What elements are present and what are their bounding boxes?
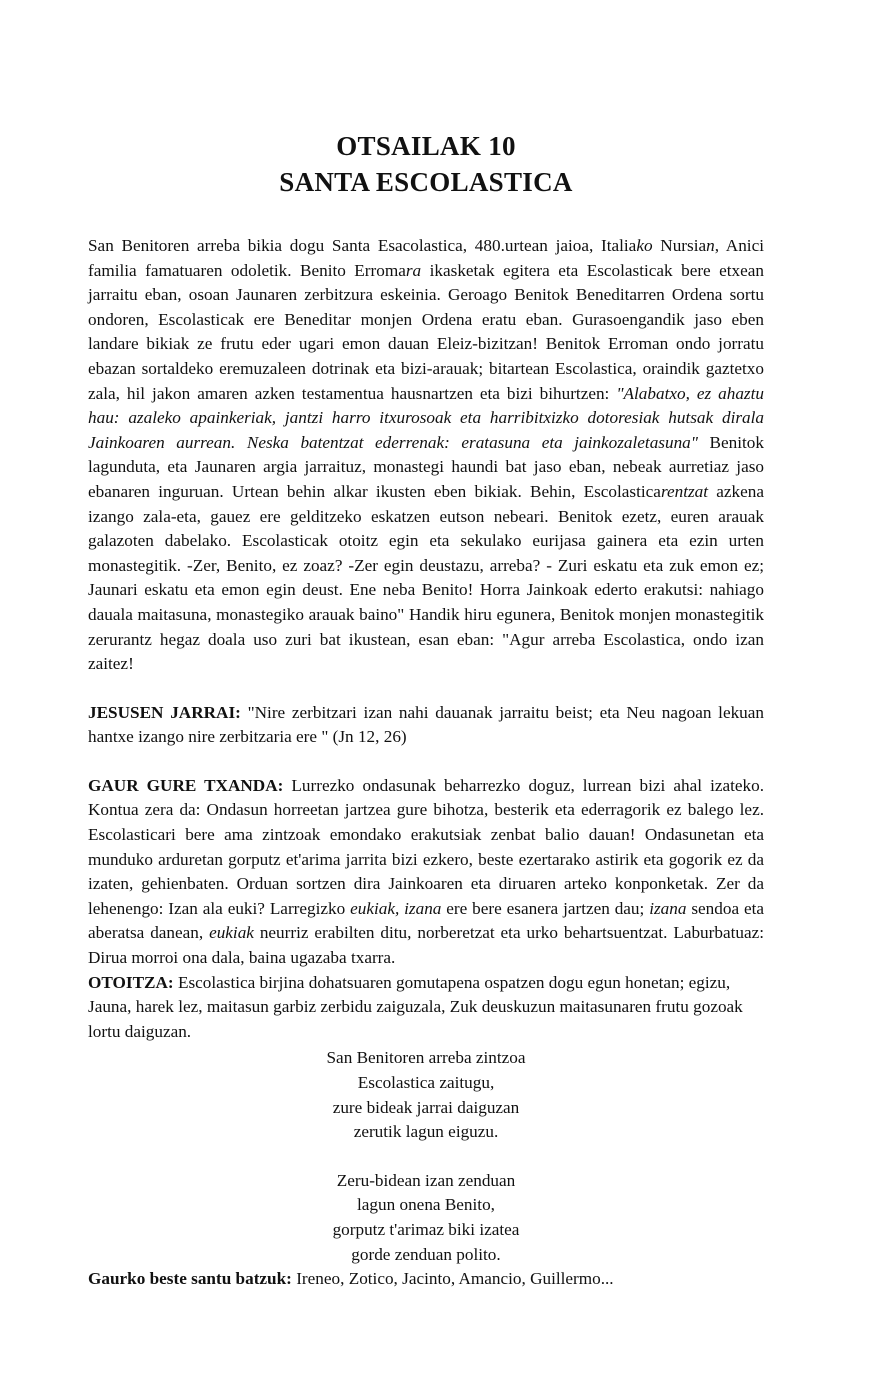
intro-text: Nursia [652, 236, 707, 255]
intro-italic: ko [636, 236, 653, 255]
page-title-saint: SANTA ESCOLASTICA [279, 167, 573, 197]
gaur-text: ere bere esanera jartzen dau; [441, 898, 650, 918]
poem-line: Escolastica zaitugu, [357, 1073, 495, 1092]
gaurko-santuak-label: Gaurko beste santu batzuk: [88, 1269, 292, 1289]
gaur-italic: izana [649, 898, 687, 918]
page-title-date: OTSAILAK 10 [336, 131, 516, 161]
gaur-text: sendoa eta aberatsa danean, [88, 898, 765, 943]
gaur-gure-txanda-label: GAUR GURE TXANDA: [88, 775, 284, 795]
poem-line: Zeru-bidean izan zenduan [336, 1170, 516, 1190]
poem-line: lagun onena Benito, [357, 1195, 495, 1215]
poem-line: gorde zenduan polito. [351, 1244, 501, 1264]
poem [88, 1046, 764, 1267]
jesusen-jarrai-paragraph [88, 701, 764, 750]
poem-line: zerutik lagun eiguzu. [353, 1122, 499, 1142]
poem-line: zure bideak jarrai daiguzan [332, 1097, 520, 1117]
gaur-text: Lurrezko ondasunak beharrezko doguz, lurrean bizi ahal izateko. Kontua zera da: Ondasun horreetan jartzea gure bihotza, besterik eta ederragorik ez balego lez. Escolasticari bere ama zintzoak emondako erakutsiak zenbat balio dauan! Ondasunetan eta munduko arduretan gorputz et'arima jarrita bizi ezkero, beste ezertarako astirik eta gogorik ez da izaten, gehienbaten. Orduan sortzen dira Jainkoaren eta diruaren arteko konponketak. Zer da lehenengo: Izan ala euki? Larregizko [88, 775, 764, 918]
document-page [88, 128, 764, 1292]
jesusen-jarrai-label: JESUSEN JARRAI: [88, 702, 241, 722]
intro-text: ikasketak egitera eta Escolasticak bere etxean jarraitu eban, osoan Jaunaren zerbitzura eskeinia. Geroago Benitok Beneditarren Ordena sortu ondoren, Escolasticak ere Beneditar monjen Ordena eratu eban. Gurasoengandik jaso eben landare bikiak ze frutu eder ugari emon dauan Eleiz-bizitzan! Benitok Erroman ondo jorratu ebazan sortaldeko eremuzaleen dotrinak eta bizi-arauak; bitartean Escolastica, oraindik gaztetxo zala, hil jakon amaren azken testamentua hausnartzen eta bizi bihurtzen: [88, 260, 764, 403]
stanza-spacer [88, 1145, 764, 1169]
otoitza-text: Escolastica birjina dohatsuaren gomutapena ospatzen dogu egun honetan; egizu, Jauna, harek lez, maitasun garbiz zerbidu zaiguzala, Zuk deuskuzun maitasunaren frutu gozoak lortu daiguzan. [88, 972, 743, 1041]
gaur-text: neurriz erabilten ditu, norberetzat eta urko behartsuentzat. Laburbatuaz: Dirua morroi ona dala, baina ugazaba txarra. [88, 923, 764, 968]
intro-paragraph [88, 234, 764, 677]
intro-italic: rentzat [660, 481, 709, 501]
otoitza-paragraph [88, 971, 764, 1045]
intro-text: , Anici familia famatuaren odoletik. Benito Erroma [88, 236, 764, 280]
gaur-italic: eukiak [209, 923, 254, 943]
intro-text: Benitok lagunduta, eta Jaunaren argia jarraituz, monastegi haundi bat jaso eban, nebeak aurretiaz jaso ebanaren inguruan. Urtean behin alkar ikusten eben bikiak. Behin, Escolastica [88, 432, 764, 501]
gaur-italic: eukiak, izana [350, 898, 442, 918]
intro-italic: ra [405, 260, 422, 280]
intro-text: azkena izango zala-eta, gauez ere gelditzeko eskatzen eutson nebeari. Benitok ezetz, euren arauak galazoten dabelako. Escolasticak otoitz egin eta sekulako eurijasa gainera eta ezin urten monastegitik. -Zer, Benito, ez zoaz? -Zer egin deustazu, arreba? - Zuri eskatu eta zuk emon ez; Jaunari eskatu eta emon egin deust. Ene neba Benito! Horra Jainkoak ederto erakutsi: nahiago dauala maitasuna, monastegiko arauak baino" Handik hiru egunera, Benitok monjen monastegitik zerurantz hegaz doala uso zuri bat ikustean, esan eban: "Agur arreba Escolastica, ondo izan zaitez! [88, 481, 764, 674]
intro-text: San Benitoren arreba bikia dogu Santa Esacolastica, 480.urtean jaioa, Italia [88, 236, 637, 255]
poem-line: gorputz t'arimaz biki izatea [332, 1219, 520, 1239]
otoitza-label: OTOITZA: [88, 972, 174, 992]
gaurko-santuak-text: Ireneo, Zotico, Jacinto, Amancio, Guillermo... [291, 1269, 614, 1289]
gaurko-santuak-paragraph [88, 1267, 764, 1292]
poem-line: San Benitoren arreba zintzoa [326, 1048, 526, 1068]
mother-testament-quote: "Alabatxo, ez ahaztu hau: azaleko apainkeriak, jantzi harro itxurosoak eta harribitxizko dotoresiak hutsak dirala Jainkoaren aurrean. Neska batentzat ederrenak: eratasuna eta jainkozaletasuna" [88, 383, 764, 452]
intro-italic: n [706, 236, 715, 255]
gaur-gure-txanda-paragraph [88, 774, 764, 971]
jesusen-jarrai-text: "Nire zerbitzari izan nahi dauanak jarraitu beist; eta Neu nagoan lekuan hantxe izango nire zerbitzaria ere " (Jn 12, 26) [88, 702, 764, 747]
